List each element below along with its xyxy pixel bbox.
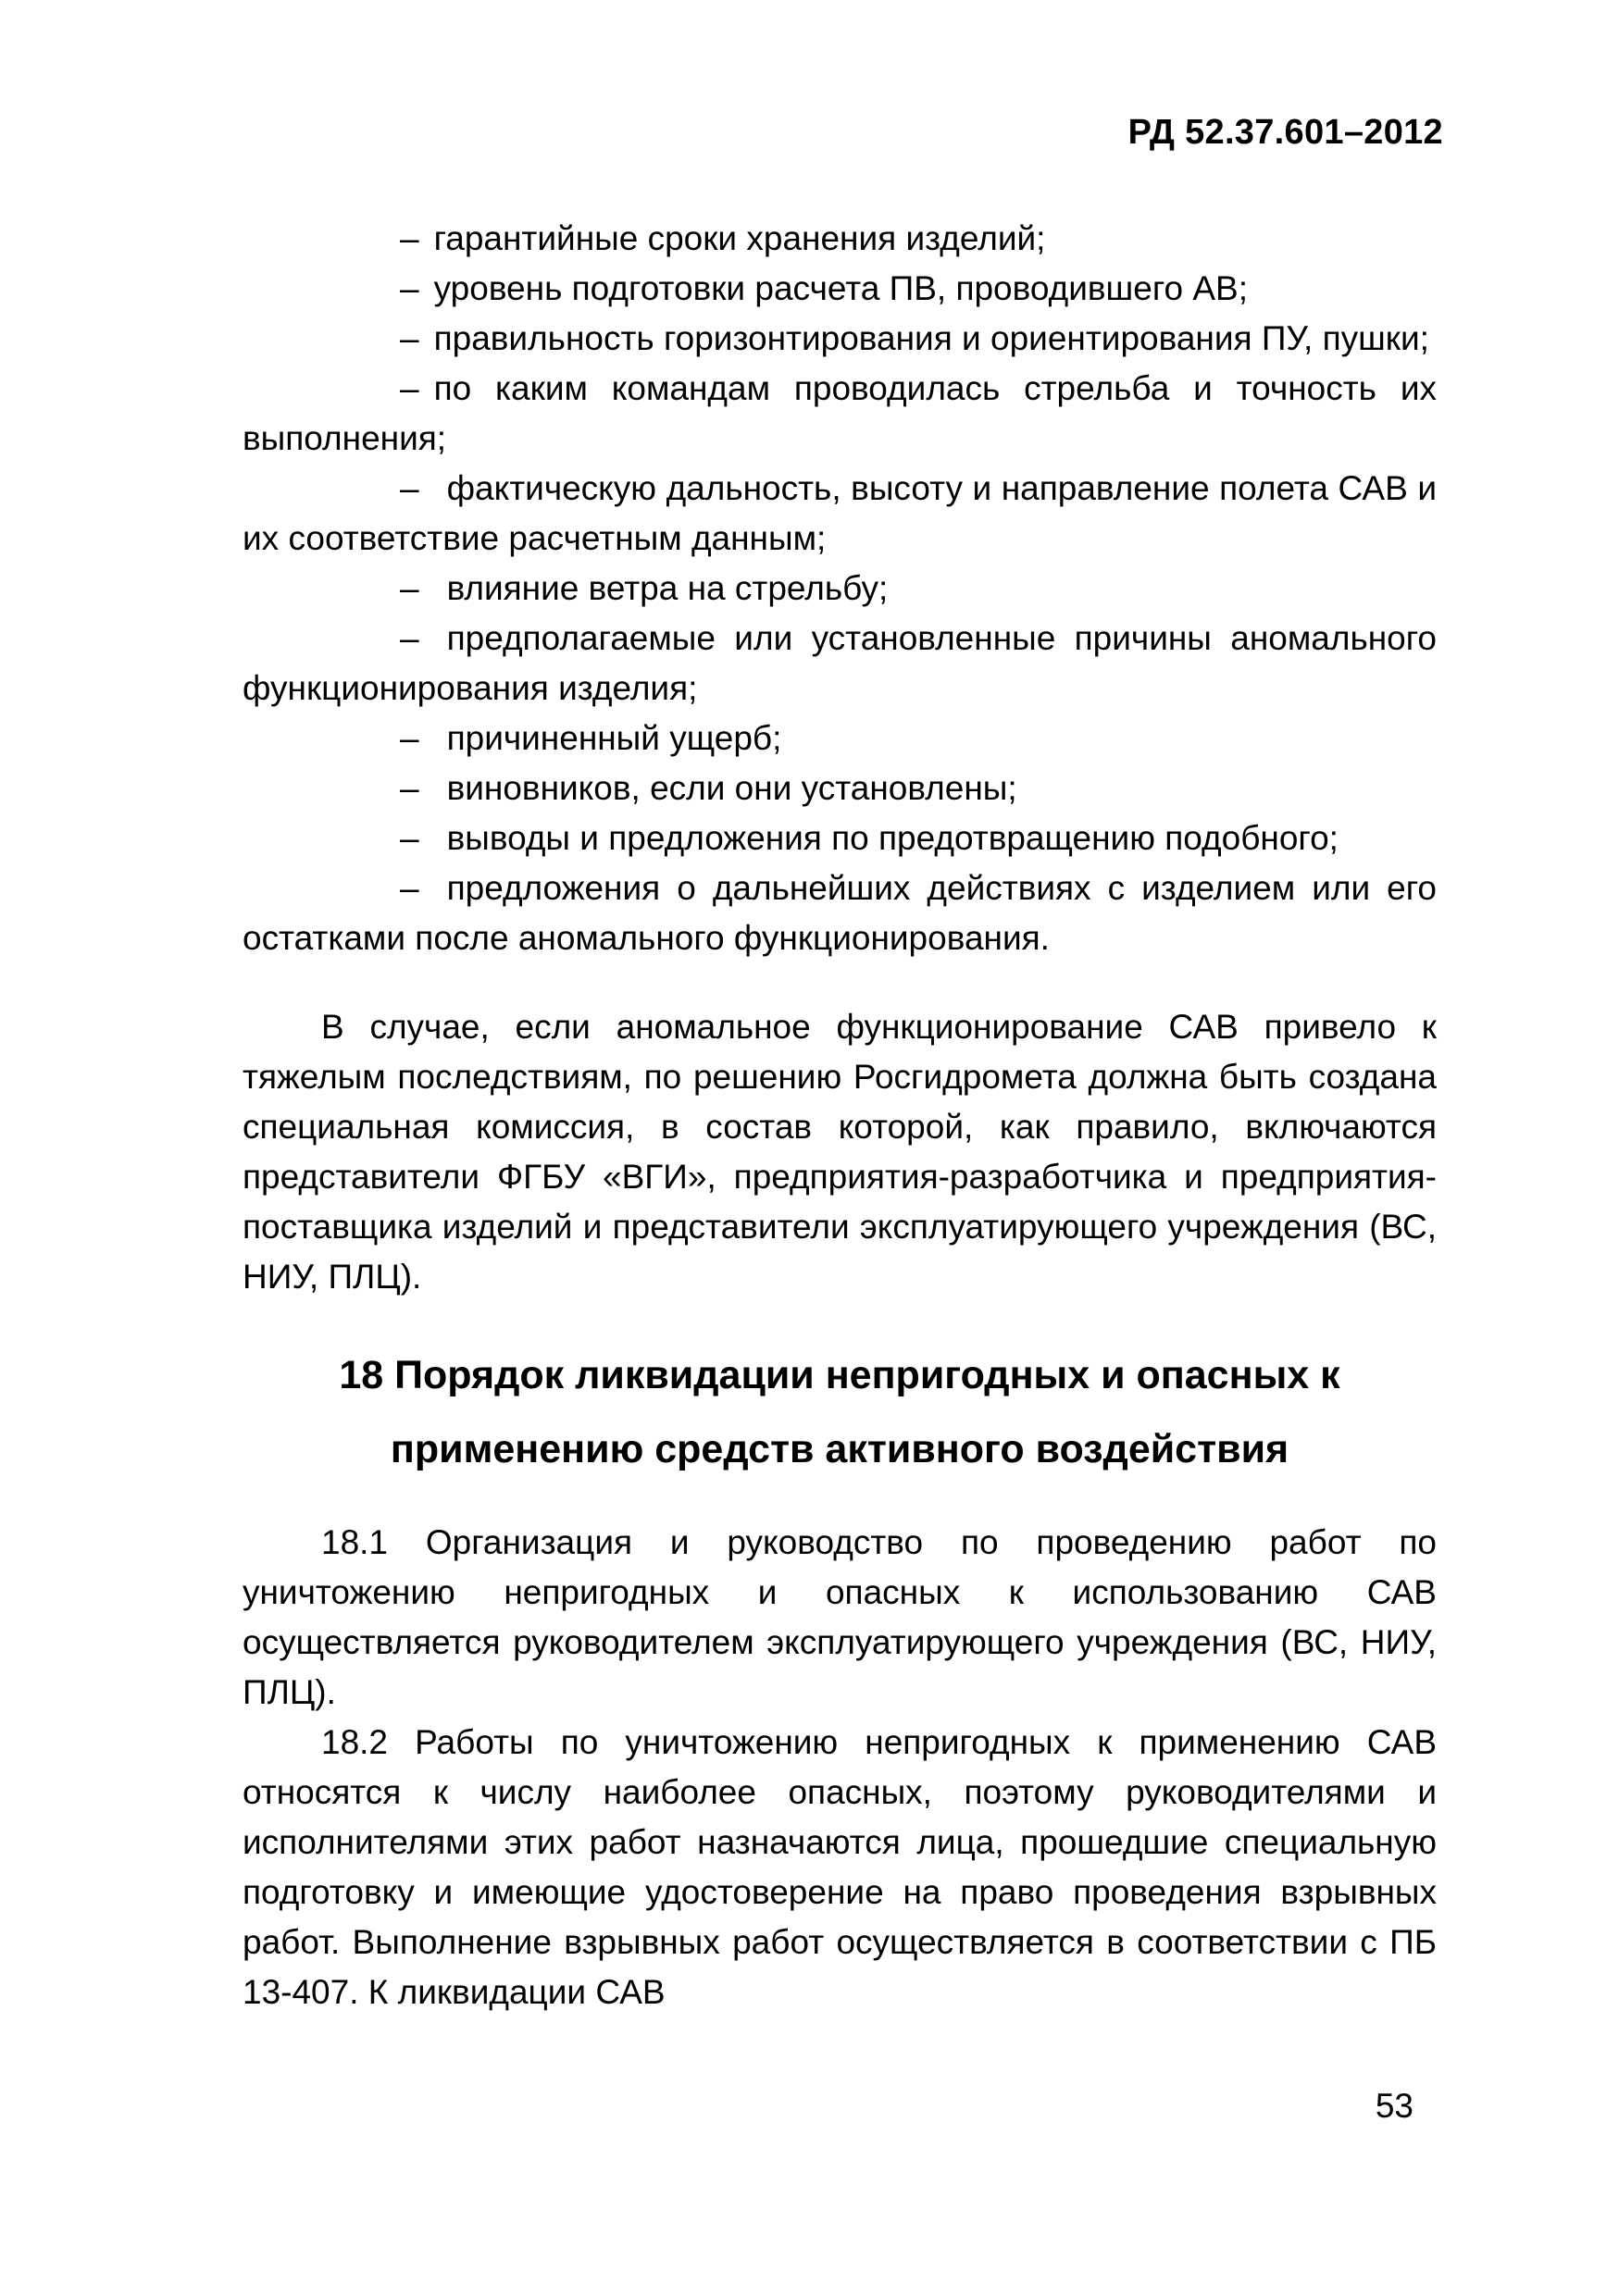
body-paragraph: В случае, если аномальное функционирование САВ привело к тяжелым последствиям, по решению Росгидромета должна быть создана специальная комиссия, в состав которой, как правило, включаются представители ФГБУ «ВГИ», предприятия-разработчика и предприятия-поставщика изделий и представители эксплуатирующего учреждения (ВС, НИУ, ПЛЦ). [243,1008,1437,1296]
list-item [243,714,1437,763]
dash-marker: – [400,619,419,657]
list-item [243,264,1437,314]
list-item-text: уровень подготовки расчета ПВ, проводившего АВ; [433,269,1248,307]
dash-marker: – [400,819,419,857]
list-item-text: по каким командам проводилась стрельба и точность их выполнения; [243,369,1437,457]
dash-marker: – [400,719,419,757]
list-item-text: выводы и предложения по предотвращению подобного; [446,819,1339,857]
list-item [243,614,1437,714]
document-code: РД 52.37.601–2012 [1127,113,1443,152]
list-item [243,863,1437,963]
list-item-text: виновников, если они установлены; [446,769,1017,807]
list-item [243,763,1437,813]
dash-marker: – [400,569,419,607]
dash-marker: – [400,269,419,307]
dash-marker: – [400,869,419,907]
dash-marker: – [400,369,419,407]
list-item-text: предполагаемые или установленные причины аномального функционирования изделия; [243,619,1437,707]
section-heading [243,1338,1437,1486]
section-body [243,1518,1437,2017]
list-item [243,364,1437,464]
list-item-text: гарантийные сроки хранения изделий; [433,219,1046,257]
page-number: 53 [1375,2087,1414,2125]
dash-marker: – [400,319,419,357]
list-item-text: влияние ветра на стрельбу; [446,569,889,607]
dash-marker: – [400,219,419,257]
dash-marker: – [400,469,419,507]
bullet-list [243,214,1437,963]
body-paragraph: 18.2 Работы по уничтожению непригодных к применению САВ относятся к числу наиболее опасных, поэтому руководителями и исполнителями этих работ назначаются лица, прошедшие специальную подготовку и имеющие удостоверение на право проведения взрывных работ. Выполнение взрывных работ осуществляется в соответствии с ПБ 13-407. К ликвидации САВ [243,1723,1437,2011]
list-item [243,813,1437,863]
list-item-text: причиненный ущерб; [446,719,782,757]
section-heading-line: применению средств активного воздействия [390,1427,1289,1471]
body-paragraph: 18.1 Организация и руководство по проведению работ по уничтожению непригодных и опасных к использованию САВ осуществляется руководителем эксплуатирующего учреждения (ВС, НИУ, ПЛЦ). [243,1523,1437,1711]
commission-paragraph-block [243,1002,1437,1302]
dash-marker: – [400,769,419,807]
list-item [243,564,1437,614]
list-item-text: правильность горизонтирования и ориентирования ПУ, пушки; [433,319,1429,357]
list-item [243,214,1437,264]
section-heading-line: 18 Порядок ликвидации непригодных и опасных к [339,1353,1340,1397]
list-item [243,464,1437,564]
list-item-text: предложения о дальнейших действиях с изделием или его остатками после аномального функционирования. [243,869,1437,957]
list-item-text: фактическую дальность, высоту и направление полета САВ и их соответствие расчетным данным; [243,469,1437,557]
list-item [243,314,1437,364]
